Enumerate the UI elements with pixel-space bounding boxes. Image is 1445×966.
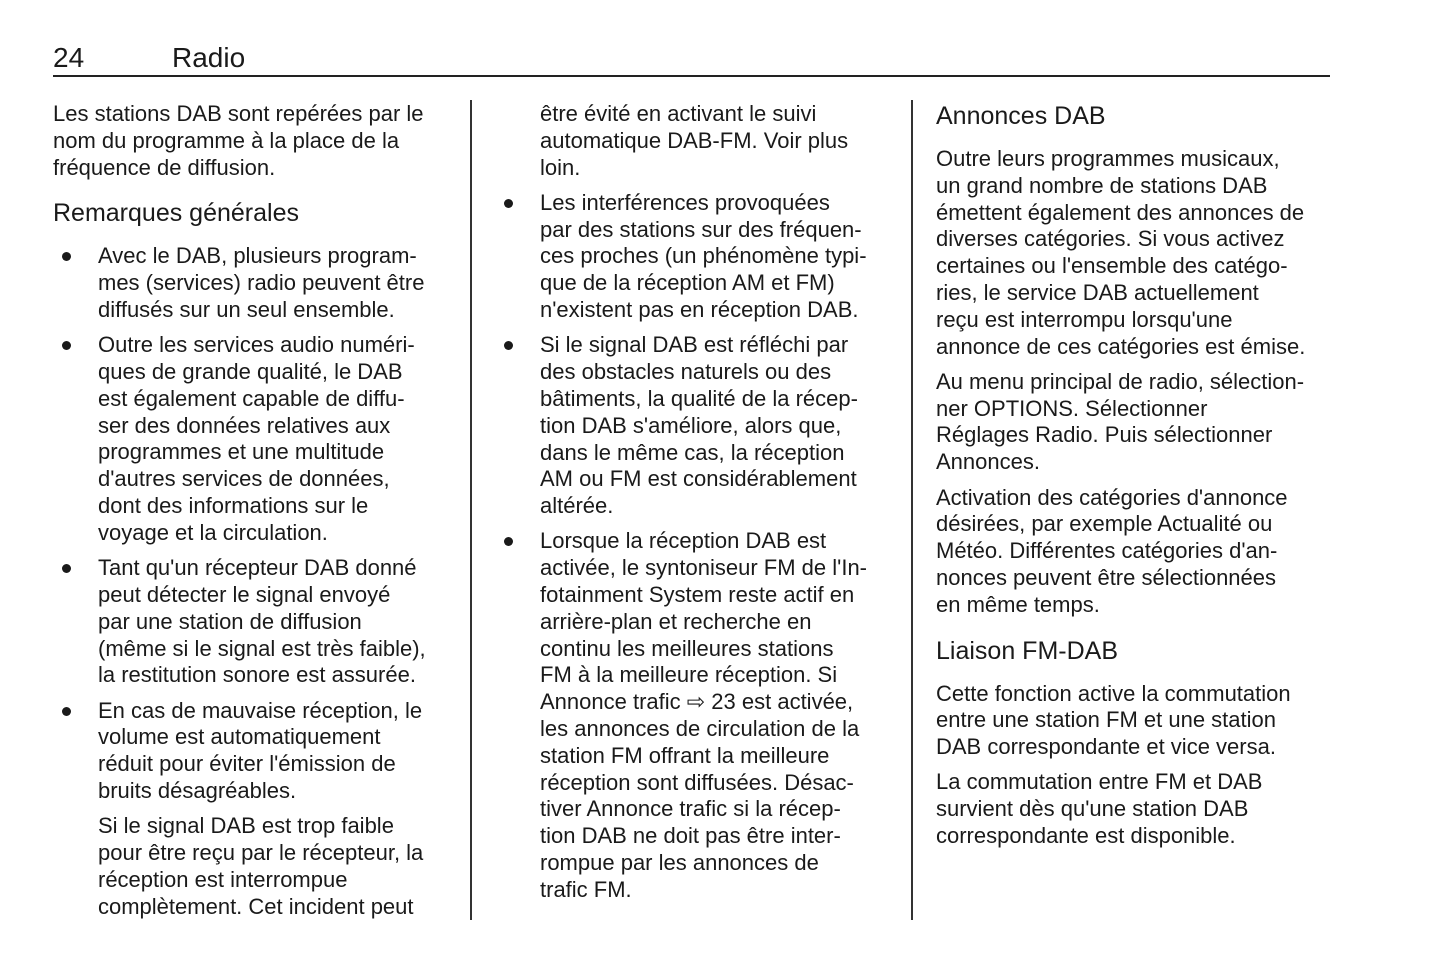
text-line: d'autres services de données, [98,466,390,492]
column-3 [936,101,1305,850]
text-line: volume est automatiquement [98,724,381,750]
text-line: mes (services) radio peuvent être [98,270,425,296]
text-line: correspondante est disponible. [936,823,1236,849]
paragraph [936,369,1305,476]
text-line: Les interférences provoquées [540,189,830,215]
text-line: survient dès qu'une station DAB [936,796,1249,822]
text-line: continu les meilleures stations [540,635,834,661]
text-line: les annonces de circulation de la [540,716,860,742]
page-number: 24 [53,42,85,73]
text-line: peut détecter le signal envoyé [98,581,391,607]
text-line: (même si le signal est très faible), [98,635,426,661]
paragraph [53,813,426,920]
section-heading: Remarques générales [53,199,299,228]
section-title: Radio [172,42,246,73]
bullet-item [53,332,426,546]
text-line: tion DAB ne doit pas être inter- [540,823,841,849]
paragraph [936,146,1305,360]
text-line: nom du programme à la place de la [53,127,400,153]
text-line: Outre leurs programmes musicaux, [936,146,1280,171]
text-line: réception est interrompue [98,866,348,892]
bullet-icon [504,341,513,350]
bullet-icon [504,199,513,208]
text-line: annonce de ces catégories est émise. [936,333,1306,359]
text-line: station FM offrant la meilleure [540,742,830,768]
text-line: entre une station FM et une station [936,707,1276,733]
section-heading: Annonces DAB [936,102,1106,130]
text-line: Météo. Différentes catégories d'an- [936,538,1278,564]
text-line: Annonces. [936,449,1040,475]
paragraph [936,769,1305,849]
text-line: altérée. [540,493,614,519]
text-line: automatique DAB-FM. Voir plus [540,127,849,153]
text-line: bruits désagréables. [98,778,297,804]
text-line: complètement. Cet incident peut [98,893,414,919]
text-line: Cette fonction active la commutation [936,680,1291,706]
text-line: réduit pour éviter l'émission de [98,751,396,777]
text-line: diverses catégories. Si vous activez [936,226,1285,252]
bullet-item [495,190,867,324]
text-line: voyage et la circulation. [98,519,328,545]
text-line: Si le signal DAB est réfléchi par [540,332,849,358]
column-2 [495,101,867,904]
text-line: trafic FM. [540,876,632,902]
paragraph [53,101,426,181]
text-line: ser des données relatives aux [98,412,391,438]
text-line: Tant qu'un récepteur DAB donné [98,555,417,581]
text-line: Outre les services audio numéri- [98,332,415,358]
text-line: FM à la meilleure réception. Si [540,662,838,688]
bullet-item [495,528,867,903]
text-line: la restitution sonore est assurée. [98,662,416,688]
text-line: Réglages Radio. Puis sélectionner [936,422,1273,448]
text-line: nonces peuvent être sélectionnées [936,564,1277,590]
text-line: Annonce trafic ⇨ 23 est activée, [540,689,854,715]
text-line: des obstacles naturels ou des [540,359,832,385]
bullet-icon [504,537,513,546]
text-line: ner OPTIONS. Sélectionner [936,395,1208,421]
text-line: Au menu principal de radio, sélection- [936,368,1305,394]
text-line: loin. [540,154,581,180]
text-line: La commutation entre FM et DAB [936,769,1263,795]
text-line: par une station de diffusion [98,608,362,634]
bullet-item [53,698,426,805]
text-line: être évité en activant le suivi [540,101,817,126]
text-line: ries, le service DAB actuellement [936,279,1259,305]
bullet-icon [62,564,71,573]
text-line: reçu est interrompu lorsqu'une [936,306,1233,332]
text-line: par des stations sur des fréquen- [540,216,862,242]
text-line: tiver Annonce trafic si la récep- [540,796,841,822]
bullet-icon [62,252,71,261]
column-1 [53,101,426,921]
text-line: désirées, par exemple Actualité ou [936,511,1273,537]
text-line: émettent également des annonces de [936,199,1305,225]
header-rule [53,75,1330,77]
text-line: DAB correspondante et vice versa. [936,734,1276,760]
text-line: diffusés sur un seul ensemble. [98,296,395,322]
paragraph [936,681,1305,761]
text-line: fréquence de diffusion. [53,154,276,180]
text-line: tion DAB s'améliore, alors que, [540,412,842,438]
text-line: En cas de mauvaise réception, le [98,697,423,723]
text-line: Si le signal DAB est trop faible [98,813,394,839]
bullet-item [53,555,426,689]
text-line: réception sont diffusées. Désac- [540,769,854,795]
text-line: est également capable de diffu- [98,385,405,411]
text-line: Activation des catégories d'annonce [936,484,1288,510]
text-line: ques de grande qualité, le DAB [98,359,403,385]
text-line: arrière-plan et recherche en [540,608,812,634]
text-line: rompue par les annonces de [540,850,819,876]
text-line: que de la réception AM et FM) [540,270,835,296]
text-line: dans le même cas, la réception [540,439,845,465]
bullet-item [495,332,867,520]
paragraph [495,101,867,181]
bullet-icon [62,341,71,350]
paragraph [936,485,1305,619]
text-line: en même temps. [936,591,1100,617]
text-line: Avec le DAB, plusieurs program- [98,243,417,269]
text-line: certaines ou l'ensemble des catégo- [936,253,1288,279]
text-line: dont des informations sur le [98,493,369,519]
section-heading: Liaison FM-DAB [936,636,1118,665]
column-divider [470,100,472,920]
text-line: fotainment System reste actif en [540,582,855,608]
bullet-item [53,243,426,323]
text-line: Les stations DAB sont repérées par le [53,101,424,126]
column-divider [911,100,913,920]
text-line: bâtiments, la qualité de la récep- [540,385,858,411]
text-line: n'existent pas en réception DAB. [540,297,859,323]
text-line: pour être reçu par le récepteur, la [98,840,424,866]
text-line: ces proches (un phénomène typi- [540,243,867,269]
text-line: Lorsque la réception DAB est [540,528,827,554]
text-line: activée, le syntoniseur FM de l'In- [540,555,868,581]
text-line: un grand nombre de stations DAB [936,172,1268,198]
text-line: AM ou FM est considérablement [540,466,857,492]
bullet-icon [62,707,71,716]
text-line: programmes et une multitude [98,439,385,465]
